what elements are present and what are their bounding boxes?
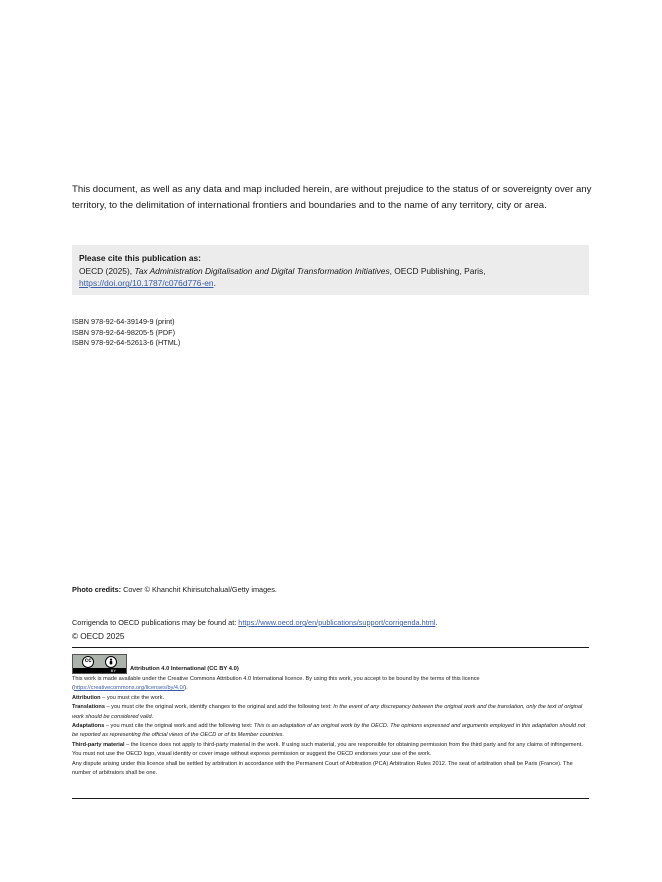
disclaimer-text: This document, as well as any data and map included herein, are without prejudice to the status of or sovereignty over any territory, to the delimitation of international frontiers and boundaries and to the name of any territory, city or area.: [72, 184, 592, 211]
by-label: BY: [110, 668, 116, 673]
person-icon: [105, 656, 117, 668]
isbn-pdf: ISBN 978-92-64-98205-5 (PDF): [72, 327, 176, 337]
corrigenda: [72, 618, 437, 627]
license-attribution: Attribution – you must cite the work.: [72, 694, 165, 701]
cc-by-badge[interactable]: [72, 654, 127, 674]
corrigenda-end: .: [435, 618, 438, 627]
license-bottom-rule: [72, 798, 589, 799]
license-adaptations: Adaptations – you must cite the original work and add the following text: This is an adaptation of an original work by the OECD. The opinions expressed and arguments employed in this adaptation should not be reported as representing the official views of the OECD or of its Member countries.: [72, 723, 586, 739]
license-logo-notice: You must not use the OECD logo, visual identity or cover image without express permission or suggest the OECD endorses your use of the work.: [72, 751, 432, 758]
license-third-party: Third-party material – the licence does not apply to third-party material in the work. If using such material, you are responsible for obtaining permission from the third party and for any claims of infringement.: [72, 741, 583, 748]
isbn-html: ISBN 978-92-64-52613-6 (HTML): [72, 338, 181, 348]
citation-end: .: [213, 278, 216, 289]
citation-title: Tax Administration Digitalisation and Digital Transformation Initiatives: [134, 265, 390, 276]
citation-text: [79, 265, 582, 278]
license-dispute: Any dispute arising under this licence shall be settled by arbitration in accordance with the Permanent Court of Arbitration (PCA) Arbitration Rules 2012. The seat of arbitration shall be Paris (France). The number of arbitrators shall be one.: [72, 760, 573, 777]
photo-credits-label: Photo credits:: [72, 585, 122, 594]
citation-box: [72, 245, 589, 295]
citation-doi-link[interactable]: https://doi.org/10.1787/c076d776-en: [79, 278, 214, 289]
license-intro: This work is made available under the Creative Commons Attribution 4.0 International licence. By using this work, you accept to be bound by the terms of this licence (https://creativecommons.org/licenses/by/4.0/).: [72, 676, 480, 692]
citation-suffix: , OECD Publishing, Paris,: [389, 265, 486, 276]
license-block: [72, 654, 589, 778]
isbn-list: [72, 317, 180, 349]
license-top-rule: [72, 647, 589, 648]
isbn-print: ISBN 978-92-64-39149-9 (print): [72, 317, 175, 326]
license-link[interactable]: https://creativecommons.org/licenses/by/4.0/: [73, 685, 185, 692]
license-header: [72, 654, 589, 674]
corrigenda-link[interactable]: https://www.oecd.org/en/publications/support/corrigenda.html: [238, 618, 436, 627]
license-title: Attribution 4.0 International (CC BY 4.0): [130, 665, 239, 672]
cc-icon: cc: [82, 656, 94, 668]
license-translations: Translations – you must cite the original work, identify changes to the original and add the following text: In the event of any discrepancy between the original work and the translation, only the text of original work should be considered valid.: [72, 704, 583, 720]
photo-credits-text: Cover © Khanchit Khirisutchalual/Getty images.: [121, 585, 277, 594]
copyright: © OECD 2025: [72, 632, 125, 641]
photo-credits: [72, 585, 277, 594]
citation-heading: Please cite this publication as:: [79, 253, 201, 263]
corrigenda-text: Corrigenda to OECD publications may be found at:: [72, 618, 239, 627]
citation-prefix: OECD (2025),: [79, 265, 135, 276]
